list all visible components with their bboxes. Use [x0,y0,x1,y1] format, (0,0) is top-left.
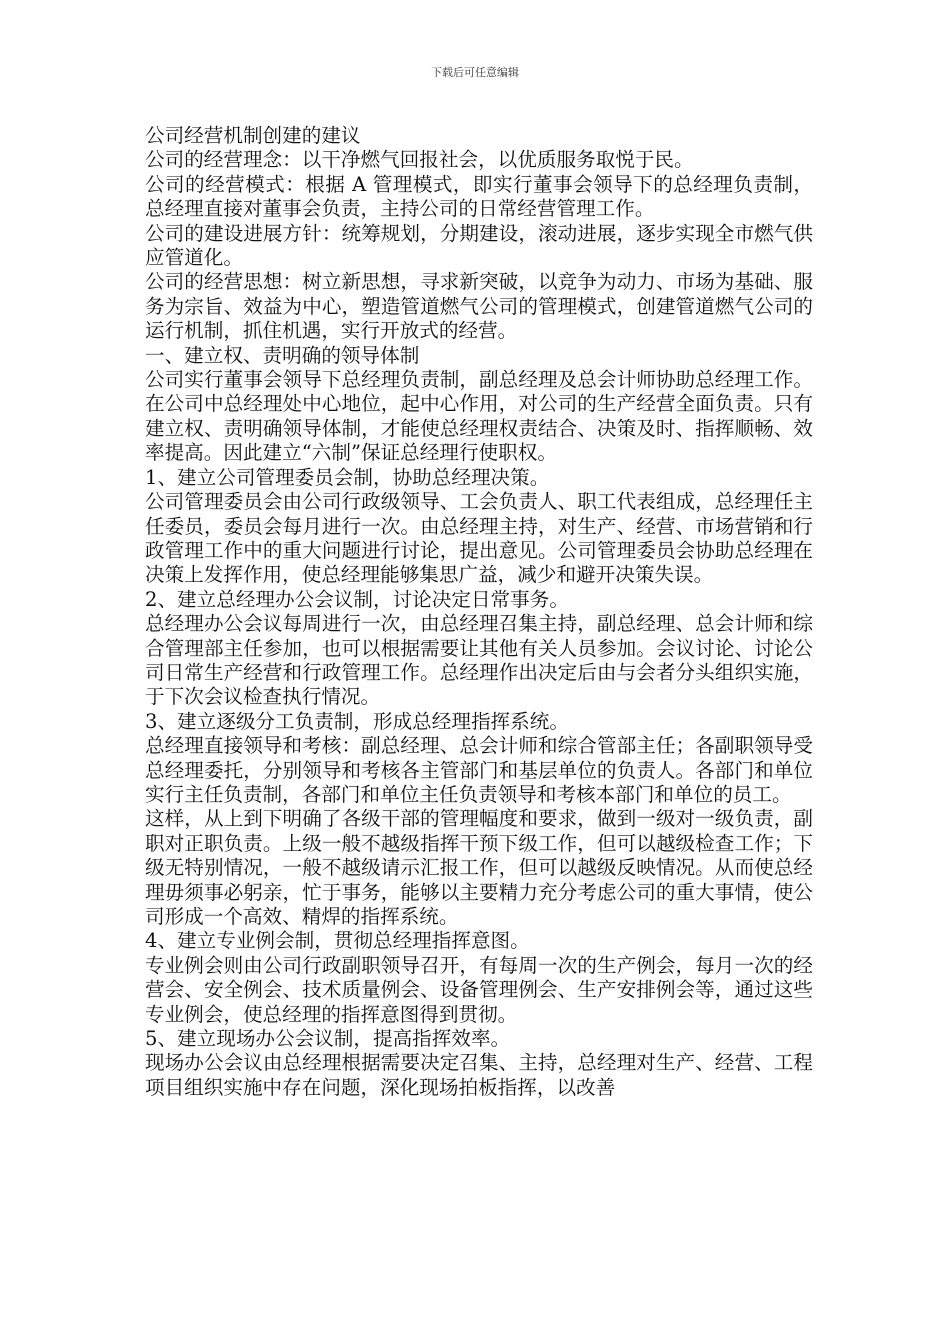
subsection-heading: 4、建立专业例会制，贯彻总经理指挥意图。 [145,929,530,953]
subsection-heading: 3、建立逐级分工负责制，形成总经理指挥系统。 [145,709,569,733]
paragraph: 公司的经营模式：根据 A 管理模式，即实行董事会领导下的总经理负责制，总经理直接对董事会负责，主持公司的日常经营管理工作。 [145,172,813,221]
paragraph: 公司的经营思想：树立新思想，寻求新突破，以竞争为动力、市场为基础、服务为宗旨、效益为中心，塑造管道燃气公司的管理模式，创建管道燃气公司的运行机制，抓住机遇，实行开放式的经营。 [145,270,813,343]
document-title: 公司经营机制创建的建议 [145,124,361,147]
paragraph: 公司的建设进展方针：统筹规划，分期建设，滚动进展，逐步实现全市燃气供应管道化。 [145,221,813,270]
paragraph: 公司的经营理念：以干净燃气回报社会，以优质服务取悦于民。 [145,148,694,172]
section-heading: 一、建立权、责明确的领导体制 [145,343,420,367]
document-body [145,124,813,1100]
subsection-heading: 1、建立公司管理委员会制，协助总经理决策。 [145,465,550,489]
paragraph: 现场办公会议由总经理根据需要决定召集、主持，总经理对生产、经营、工程项目组织实施中存在问题，深化现场拍板指挥，以改善 [145,1051,813,1099]
subsection-heading: 2、建立总经理办公会议制，讨论决定日常事务。 [145,587,569,611]
paragraph: 总经理直接领导和考核：副总经理、总会计师和综合管部主任；各副职领导受总经理委托，分别领导和考核各主管部门和基层单位的负责人。各部门和单位实行主任负责制，各部门和单位主任负责领导和考核本部门和单位的员工。 [145,734,813,806]
paragraph: 公司实行董事会领导下总经理负责制，副总经理及总会计师协助总经理工作。在公司中总经理处中心地位，起中心作用，对公司的生产经营全面负责。只有建立权、责明确领导体制，才能使总经理权责结合、决策及时、指挥顺畅、效率提高。因此建立“六制”保证总经理行使职权。 [145,368,813,465]
subsection-heading: 5、建立现场办公会议制，提高指挥效率。 [145,1027,511,1051]
page-header: 下载后可任意编辑 [431,66,519,79]
paragraph: 专业例会则由公司行政副职领导召开，有每周一次的生产例会，每月一次的经营会、安全例会、技术质量例会、设备管理例会、生产安排例会等，通过这些专业例会，使总经理的指挥意图得到贯彻。 [145,953,813,1026]
paragraph: 公司管理委员会由公司行政级领导、工会负责人、职工代表组成，总经理任主任委员，委员会每月进行一次。由总经理主持，对生产、经营、市场营销和行政管理工作中的重大问题进行讨论，提出意见。公司管理委员会协助总经理在决策上发挥作用，使总经理能够集思广益，减少和避开决策失误。 [145,490,813,587]
paragraph: 总经理办公会议每周进行一次，由总经理召集主持，副总经理、总会计师和综合管理部主任参加，也可以根据需要让其他有关人员参加。会议讨论、讨论公司日常生产经营和行政管理工作。总经理作出决定后由与会者分头组织实施，于下次会议检查执行情况。 [145,612,813,709]
paragraph: 这样，从上到下明确了各级干部的管理幅度和要求，做到一级对一级负责，副职对正职负责。上级一般不越级指挥干预下级工作，但可以越级检查工作；下级无特别情况，一般不越级请示汇报工作，但可以越级反映情况。从而使总经理毋须事必躬亲，忙于事务，能够以主要精力充分考虑公司的重大事情，使公司形成一个高效、精焊的指挥系统。 [145,807,813,928]
